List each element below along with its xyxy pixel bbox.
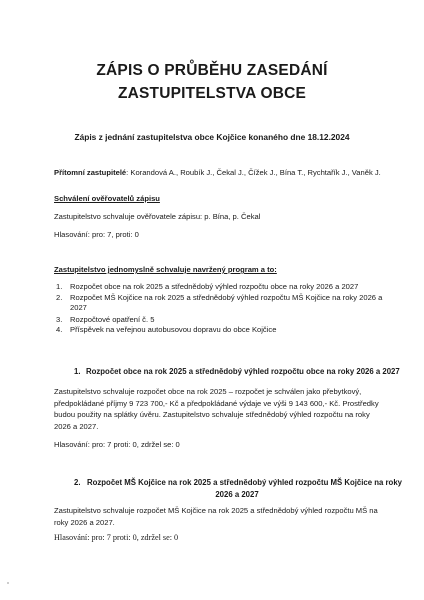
program-heading: Zastupitelstvo jednomyslně schvaluje navržený program a to:: [54, 265, 277, 274]
program-item: 1. Rozpočet obce na rok 2025 a střednědobý výhled rozpočtu obce na roky 2026 a 2027: [56, 282, 359, 291]
section-1-heading: 1. Rozpočet obce na rok 2025 a střednědobý výhled rozpočtu obce na roky 2026 a 2027: [74, 367, 400, 376]
verifiers-text: Zastupitelstvo schvaluje ověřovatele zápisu: p. Bína, p. Čekal: [54, 212, 261, 221]
section-2-heading: 2. Rozpočet MŠ Kojčice na rok 2025 a střednědobý výhled rozpočtu MŠ Kojčice na roky 2026 a 2027: [74, 478, 402, 499]
program-item: 2. Rozpočet MŠ Kojčice na rok 2025 a střednědobý výhled rozpočtu MŠ Kojčice na roky 2026 a 2027: [56, 292, 383, 312]
program-item: 4. Příspěvek na veřejnou autobusovou dopravu do obce Kojčice: [56, 325, 277, 334]
section-1-vote: Hlasování: pro: 7 proti: 0, zdržel se: 0: [54, 440, 180, 449]
document-title-line-2: ZASTUPITELSTVA OBCE: [117, 85, 307, 102]
program-item: 3. Rozpočtové opatření č. 5: [56, 314, 155, 324]
scan-speck: [7, 582, 9, 584]
attendance-line: [54, 167, 384, 179]
section-2-vote: Hlasování: pro: 7 proti: 0, zdržel se: 0: [54, 533, 179, 542]
document-title-line-1: ZÁPIS O PRŮBĚHU ZASEDÁNÍ: [96, 62, 328, 79]
verifiers-heading: Schválení ověřovatelů zápisu: [54, 194, 160, 203]
section-1-body: Zastupitelstvo schvaluje rozpočet obce na rok 2025 – rozpočet je schválen jako přebytkový, předpokládané příjmy 9 723 700,- Kč a předpokládané výdaje ve výši 9 143 600,- Kč. Prostředky budou použity na splátky úvěru. Zastupitelstvo schvaluje střednědobý výhled rozpočtu na roky 2026 a 2027.: [54, 387, 379, 431]
meeting-subtitle: Zápis z jednání zastupitelstva obce Kojčice konaného dne 18.12.2024: [74, 132, 350, 142]
attendance-names: : Korandová A., Roubík J., Čekal J., Čížek J., Bína T., Rychtařík J., Vaněk J.: [126, 168, 381, 177]
program-list: [56, 282, 390, 336]
section-2-body: Zastupitelstvo schvaluje rozpočet MŠ Kojčice na rok 2025 a střednědobý výhled rozpočtu MŠ na roky 2026 a 2027.: [54, 506, 378, 527]
verifiers-vote: Hlasování: pro: 7, proti: 0: [54, 230, 139, 239]
attendance-label: Přítomní zastupitelé: [54, 168, 127, 177]
